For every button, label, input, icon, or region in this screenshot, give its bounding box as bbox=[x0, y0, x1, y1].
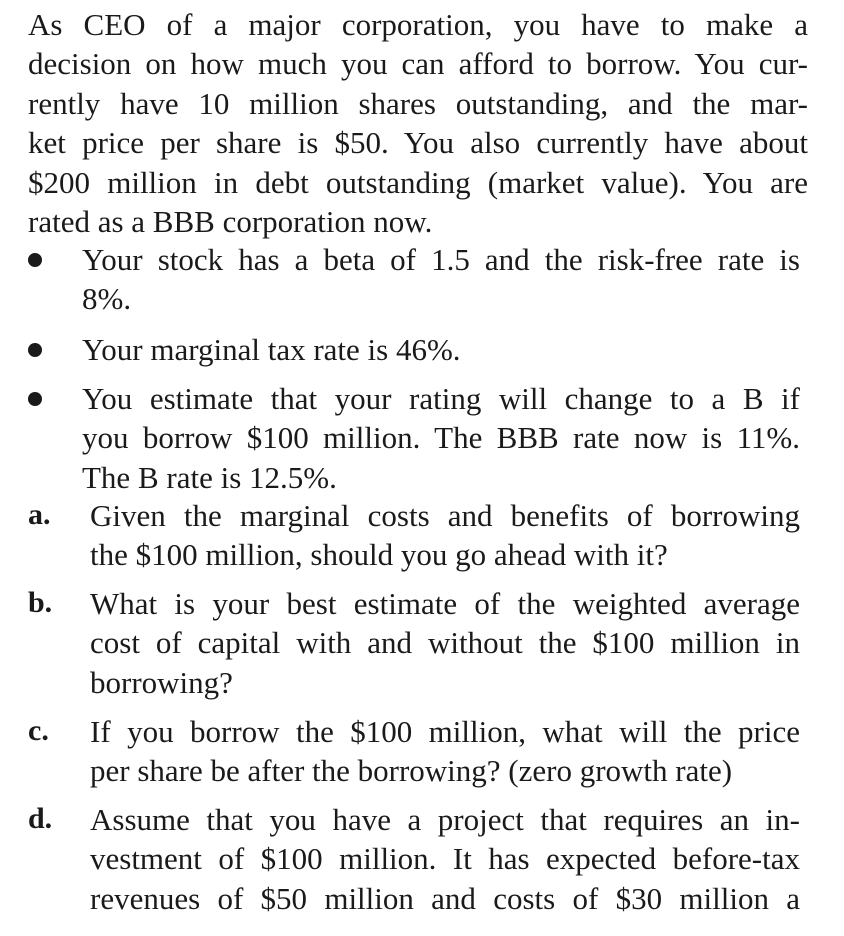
question-line: borrowing? bbox=[90, 664, 233, 700]
question-line: Assume that you have a project that requires an in- bbox=[90, 802, 800, 837]
question-label: b. bbox=[28, 586, 53, 619]
bullet-dot-icon bbox=[28, 253, 42, 267]
question-text bbox=[90, 496, 800, 575]
question-text bbox=[90, 800, 800, 918]
bullet-line: 8%. bbox=[82, 281, 132, 317]
question-line: the $100 million, should you go ahead with it? bbox=[90, 537, 668, 573]
bullet-line: Your marginal tax rate is 46%. bbox=[82, 332, 461, 367]
question-label: c. bbox=[28, 714, 49, 747]
bullet-line: Your stock has a beta of 1.5 and the risk-free rate is bbox=[82, 242, 800, 277]
intro-line: rently have 10 million shares outstanding, and the mar- bbox=[28, 85, 808, 121]
question-line: Given the marginal costs and benefits of borrowing bbox=[90, 498, 800, 533]
intro-paragraph bbox=[28, 5, 808, 241]
question-text bbox=[90, 712, 800, 791]
bullet-text bbox=[82, 240, 800, 319]
bullet-dot-icon bbox=[28, 343, 42, 357]
bullet-line: you borrow $100 million. The BBB rate now is 11%. bbox=[82, 420, 800, 456]
question-line: vestment of $100 million. It has expected before-tax bbox=[90, 841, 800, 877]
intro-line: ket price per share is $50. You also currently have about bbox=[28, 125, 808, 161]
bullet-dot-icon bbox=[28, 392, 42, 406]
question-label: d. bbox=[28, 802, 53, 835]
bullet-text bbox=[82, 379, 800, 497]
question-label: a. bbox=[28, 498, 51, 531]
bullet-line: You estimate that your rating will change to a B if bbox=[82, 381, 800, 416]
intro-line: $200 million in debt outstanding (market value). You are bbox=[28, 164, 808, 200]
bullet-text bbox=[82, 330, 800, 369]
question-line: If you borrow the $100 million, what will the price bbox=[90, 714, 800, 749]
intro-line: rated as a BBB corporation now. bbox=[28, 204, 433, 240]
question-text bbox=[90, 584, 800, 702]
intro-line: decision on how much you can afford to borrow. You cur- bbox=[28, 46, 808, 82]
question-line: per share be after the borrowing? (zero growth rate) bbox=[90, 753, 733, 789]
intro-line: As CEO of a major corporation, you have to make a bbox=[28, 7, 808, 42]
question-line: cost of capital with and without the $100 million in bbox=[90, 625, 800, 661]
question-line: revenues of $50 million and costs of $30 million a bbox=[90, 880, 800, 916]
question-line: What is your best estimate of the weighted average bbox=[90, 586, 800, 621]
bullet-line: The B rate is 12.5%. bbox=[82, 459, 337, 495]
